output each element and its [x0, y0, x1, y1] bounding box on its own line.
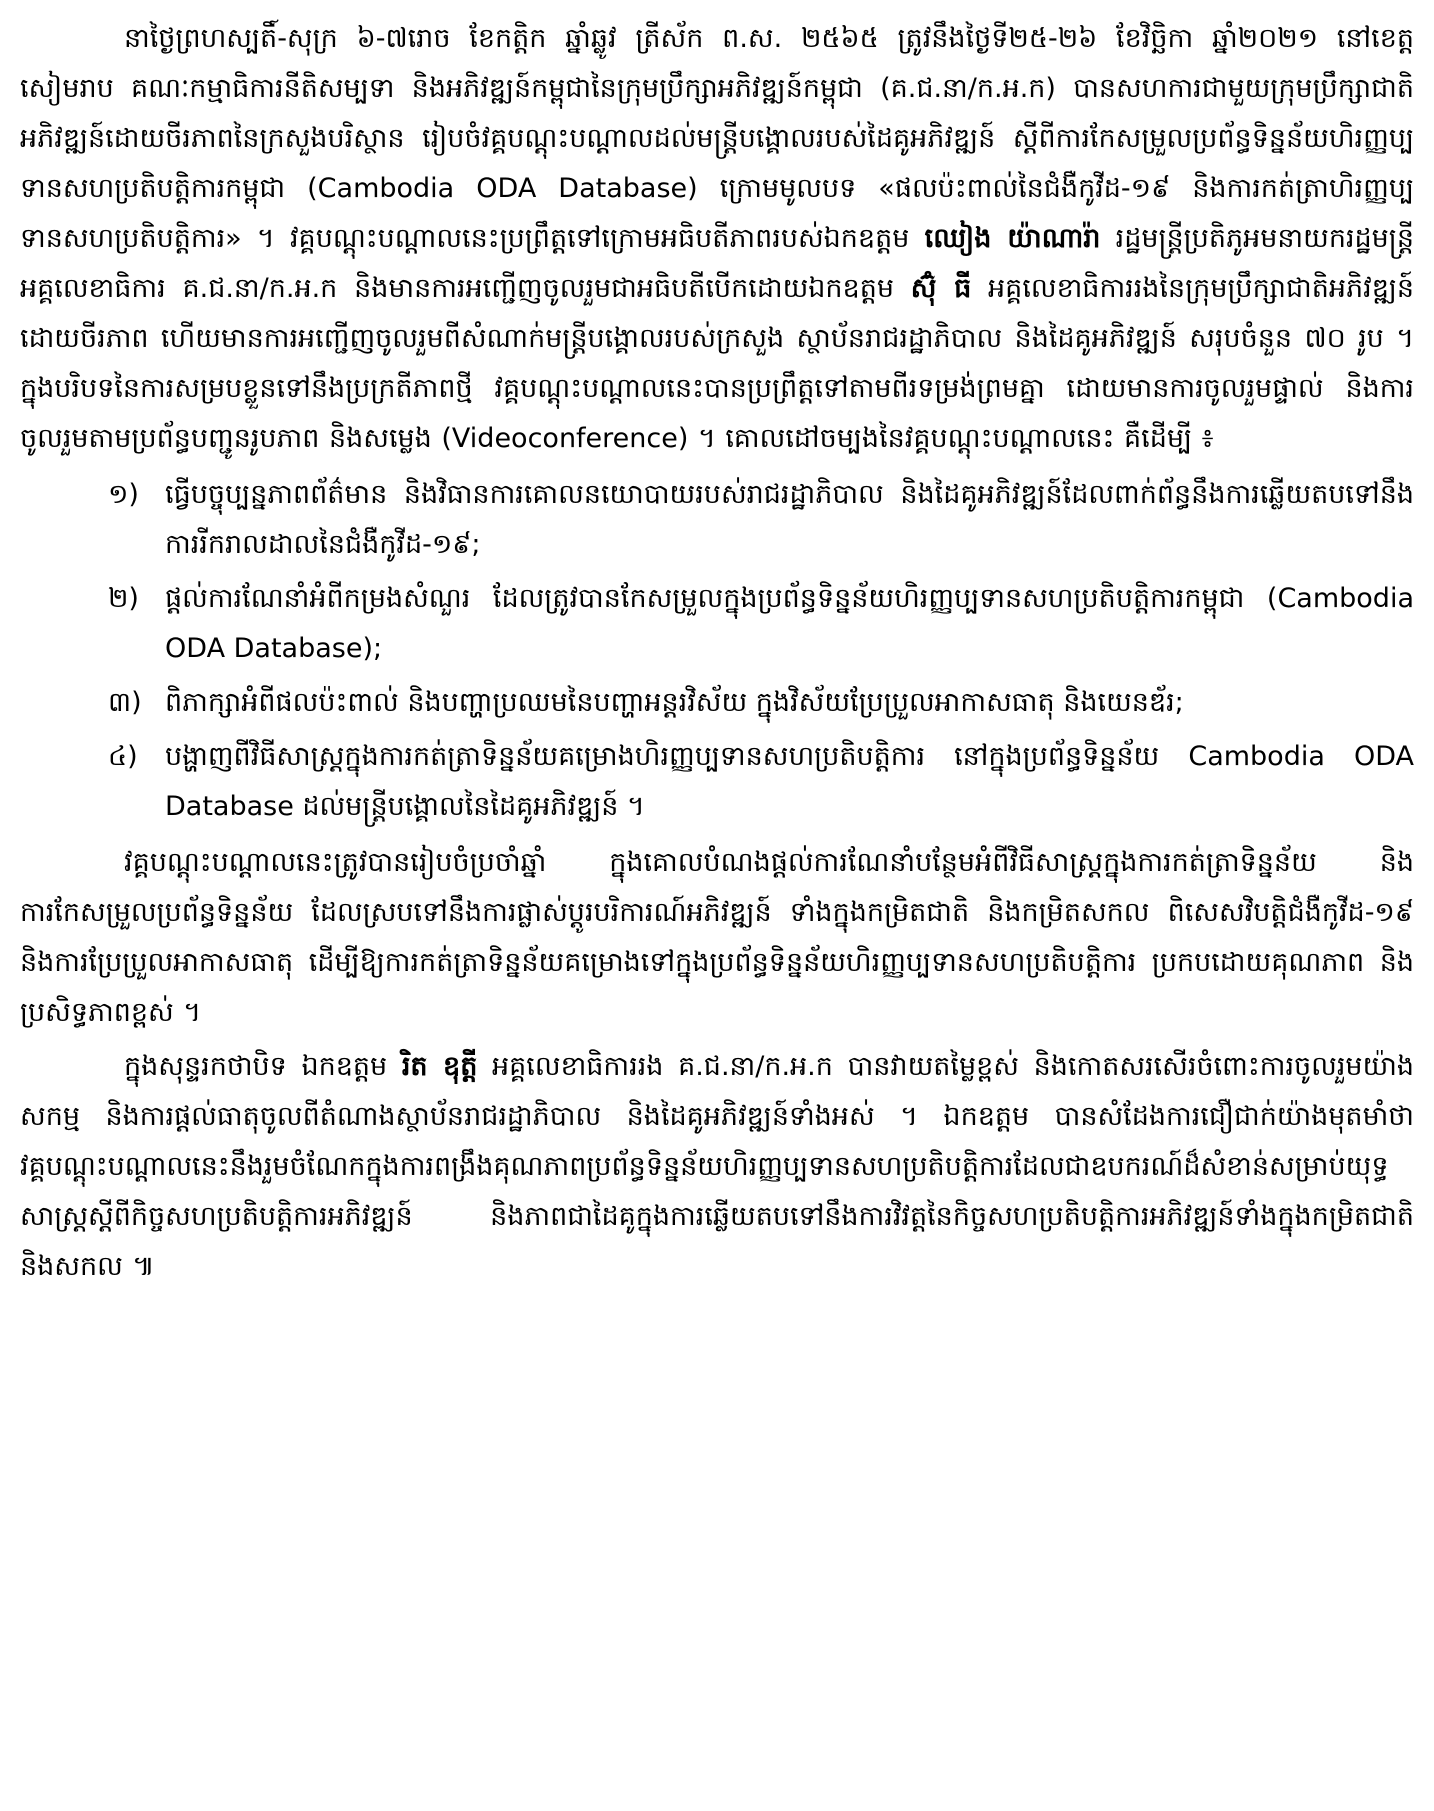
closing-text-part-2: អគ្គលេខាធិការរង គ.ជ.នា/ក.អ.ក បានវាយតម្លៃខ្ពស់ និងកោតសរសើរចំពោះការចូលរួមយ៉ាងសកម្ម និងការផ្តល់ធាតុចូលពីតំណាងស្ថាប័នរាជរដ្ឋាភិបាល និងដៃគូអភិវឌ្ឍន៍ទាំងអស់ ។ ឯកឧត្តម បានសំដែងការជឿជាក់យ៉ាងមុតមាំថា វគ្គបណ្តុះបណ្តាលនេះនឹងរួមចំណែកក្នុងការពង្រឹងគុណភាពប្រព័ន្ធទិន្នន័យហិរញ្ញប្បទានសហប្រតិបត្តិការដែលជាឧបករណ៍ដ៏សំខាន់សម្រាប់យុទ្ធសាស្ត្រស្តីពីកិច្ចសហប្រតិបត្តិការអភិវឌ្ឍន៍ និងភាពជាដៃគូក្នុងការឆ្លើយតបទៅនឹងការវិវត្តនៃកិច្ចសហប្រតិបត្តិការអភិវឌ្ឍន៍ទាំងក្នុងកម្រិតជាតិ និងសកល ៕: [20, 1051, 1414, 1282]
objective-text: ពិភាក្សាអំពីផលប៉ះពាល់ និងបញ្ហាប្រឈមនៃបញ្ហាអន្តរវិស័យ ក្នុងវិស័យប្រែប្រួលអាកាសធាតុ និងយេនឌ័រ;: [165, 687, 1184, 718]
objective-number: ២): [108, 583, 139, 614]
closing-text-part-1: ក្នុងសុន្ទរកថាបិទ ឯកឧត្តម: [124, 1051, 402, 1082]
intro-paragraph: [20, 14, 1414, 464]
intro-text-part-1: នាថ្ងៃព្រហស្បតិ៍-សុក្រ ៦-៧រោច ខែកត្តិក ឆ្នាំឆ្លូវ ត្រីស័ក ព.ស. ២៥៦៥ ត្រូវនឹងថ្ងៃទី២៥-២៦ ខែវិច្ឆិកា ឆ្នាំ២០២១ នៅខេត្តសៀមរាប គណៈកម្មាធិការនីតិសម្បទា និងអភិវឌ្ឍន៍កម្ពុជានៃក្រុមប្រឹក្សាអភិវឌ្ឍន៍កម្ពុជា (គ.ជ.នា/ក.អ.ក) បានសហការជាមួយក្រុមប្រឹក្សាជាតិអភិវឌ្ឍន៍ដោយចីរភាពនៃក្រសួងបរិស្ថាន រៀបចំវគ្គបណ្តុះបណ្តាលដល់មន្ត្រីបង្គោលរបស់ដៃគូអភិវឌ្ឍន៍ ស្តីពីការកែសម្រួលប្រព័ន្ធទិន្នន័យហិរញ្ញប្បទានសហប្រតិបត្តិការកម្ពុជា (Cambodia ODA Database) ក្រោមមូលបទ «ផលប៉ះពាល់នៃជំងឺកូវីដ-១៩ និងការកត់ត្រាហិរញ្ញប្បទានសហប្រតិបត្តិការ» ។ វគ្គបណ្តុះបណ្តាលនេះប្រព្រឹត្តទៅក្រោមអធិបតីភាពរបស់ឯកឧត្តម: [20, 23, 1414, 254]
objective-text: ផ្តល់ការណែនាំអំពីកម្រងសំណួរ ដែលត្រូវបានកែសម្រួលក្នុងប្រព័ន្ធទិន្នន័យហិរញ្ញប្បទានសហប្រតិបត្តិការកម្ពុជា (Cambodia ODA Database);: [165, 583, 1414, 664]
objective-number: ៣): [108, 687, 142, 718]
objective-text: ធ្វើបច្ចុប្បន្នភាពព័ត៌មាន និងវិធានការគោលនយោបាយរបស់រាជរដ្ឋាភិបាល និងដៃគូអភិវឌ្ឍន៍ដែលពាក់ព័ន្ធនឹងការឆ្លើយតបទៅនឹងការរីករាលដាលនៃជំងឺកូវីដ-១៩;: [165, 479, 1414, 560]
intro-text-part-3: អគ្គលេខាធិការរងនៃក្រុមប្រឹក្សាជាតិអភិវឌ្ឍន៍ដោយចីរភាព ហើយមានការអញ្ជើញចូលរួមពីសំណាក់មន្ត្រីបង្គោលរបស់ក្រសួង ស្ថាប័នរាជរដ្ឋាភិបាល និងដៃគូអភិវឌ្ឍន៍ សរុបចំនួន ៧០ រូប ។ ក្នុងបរិបទនៃការសម្របខ្លួនទៅនឹងប្រក្រតីភាពថ្មី វគ្គបណ្តុះបណ្តាលនេះបានប្រព្រឹត្តទៅតាមពីរទម្រង់ព្រមគ្នា ដោយមានការចូលរួមផ្ទាល់ និងការចូលរួមតាមប្រព័ន្ធបញ្ជូនរូបភាព និងសម្លេង (Videoconference) ។ គោលដៅចម្បងនៃវគ្គបណ្តុះបណ្តាលនេះ គឺដើម្បី ៖: [20, 273, 1414, 454]
objectives-list: [20, 470, 1414, 832]
objective-number: ១): [108, 479, 139, 510]
document-page: [20, 14, 1414, 1804]
objective-item-1: [20, 470, 1414, 570]
closing-paragraph: [20, 1042, 1414, 1292]
intro-text-part-2: រដ្ឋមន្ត្រីប្រតិភូអមនាយករដ្ឋមន្ត្រី អគ្គលេខាធិការ គ.ជ.នា/ក.អ.ក និងមានការអញ្ជើញចូលរួមជាអធិបតីបើកដោយឯកឧត្តម: [20, 223, 1414, 304]
purpose-paragraph: វគ្គបណ្តុះបណ្តាលនេះត្រូវបានរៀបចំប្រចាំឆ្នាំ ក្នុងគោលបំណងផ្តល់ការណែនាំបន្ថែមអំពីវិធីសាស្ត្រក្នុងការកត់ត្រាទិន្នន័យ និងការកែសម្រួលប្រព័ន្ធទិន្នន័យ ដែលស្របទៅនឹងការផ្លាស់ប្តូរបរិការណ៍អភិវឌ្ឍន៍ ទាំងក្នុងកម្រិតជាតិ និងកម្រិតសកល ពិសេសវិបត្តិជំងឺកូវីដ-១៩ និងការប្រែប្រួលអាកាសធាតុ ដើម្បីឱ្យការកត់ត្រាទិន្នន័យគម្រោងទៅក្នុងប្រព័ន្ធទិន្នន័យហិរញ្ញប្បទានសហប្រតិបត្តិការ ប្រកបដោយគុណភាព និងប្រសិទ្ធភាពខ្ពស់ ។: [20, 847, 1414, 1028]
objective-item-3: [20, 678, 1414, 728]
closing-speaker-name: រិត ឧុត្តី: [401, 1051, 478, 1082]
objective-item-2: [20, 574, 1414, 674]
objective-item-4: [20, 732, 1414, 832]
objective-number: ៤): [108, 741, 138, 772]
objective-text: បង្ហាញពីវិធីសាស្ត្រក្នុងការកត់ត្រាទិន្នន័យគម្រោងហិរញ្ញប្បទានសហប្រតិបត្តិការ នៅក្នុងប្រព័ន្ធទិន្នន័យ Cambodia ODA Database ដល់មន្ត្រីបង្គោលនៃដៃគូអភិវឌ្ឍន៍ ។: [165, 741, 1414, 822]
chairperson-name: ឈៀង យ៉ាណារ៉ា: [924, 223, 1101, 254]
opening-chair-name: ស៊ុំ ធី: [910, 273, 972, 304]
